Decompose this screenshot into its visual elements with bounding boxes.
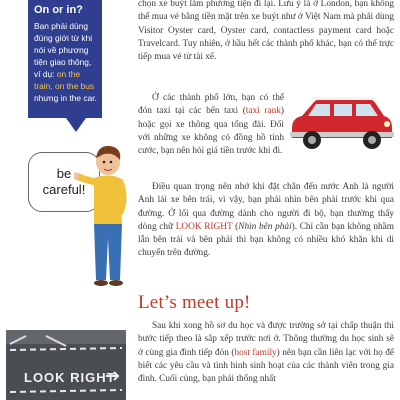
paragraph-3-text [138,181,394,261]
car-headlight [384,121,390,127]
bubble-line-1: be [56,166,72,181]
boy-shoe-right [109,280,123,286]
boy-arm-right [120,182,123,212]
car-hub-front [308,136,316,144]
sidebar-note [28,0,102,118]
paragraph-2 [138,92,284,158]
paragraph-2-text [138,92,284,158]
p3-italic: Nhìn bên phải [238,221,292,232]
note-text [34,20,97,104]
term-host-family: host family [234,347,277,358]
car-hub-back [368,136,376,144]
cartoon-boy-illustration [74,140,134,290]
red-mini-car-illustration [286,92,396,154]
paragraph-4-text [138,320,394,386]
p4-after: ) nên bạn cần liên lạc với họ để biết các yêu cầu và tình hình sinh hoạt của các thành viên trong gia đình. Cuối cùng, bạn phải thống nhất [138,347,394,385]
note-text-before: Bạn phải dùng đúng giới từ khi nói về phương tiện giao thông, ví dụ: [34,21,93,79]
p4-before: Sau khi xong hồ sơ du học và được trường sở tại chấp thuận thì bước tiếp theo là sắp xếp trước nơi ở. Thông thường du học sinh sẽ ở cùng gia đình tiếp đón ( [138,321,394,358]
term-look-right: LOOK RIGHT [175,221,233,232]
paragraph-1-text: chọn xe buýt làm phương tiện đi lại. Lưu ý là ở London, bạn không thể mua vé bằng tiền mặt trên xe buýt như ở Việt Nam mà phải dùng Visitor Oyster card, Oyster card, contactless payment card hoặc Travelcard. Tuy nhiên, ở hầu hết các thành phố khác, bạn có thể trực tiếp mua vé từ tài xế. [138,0,394,63]
road-photo [6,330,126,400]
paragraph-1 [138,0,394,64]
road-marking-text: LOOK RIGHT [24,370,116,385]
paragraph-3 [138,181,394,261]
p3-middle: ( [232,221,239,232]
boy-eye-right [110,161,113,164]
note-title: On or in? [34,4,83,16]
boy-shoe-left [94,280,108,286]
car-roof-stripe [312,97,374,100]
note-text-after: nhưng in the car. [34,93,97,103]
p2-after: ) hoặc gọi xe thông qua tổng đài. Đối với những xe không có đồng hồ tính cước, bạn nên hỏi giá tiền trước khi đi. [138,106,284,157]
term-taxi-rank: taxi rank [245,106,281,117]
p2-before: Ở các thành phố lớn, bạn có thể đón taxi tại các bến taxi ( [138,93,284,117]
section-heading: Let’s meet up! [138,292,251,313]
boy-eye-left [103,161,106,164]
road-photo-image [6,330,126,400]
p3-after: ). Chỉ cần bạn không nhầm lẫn bên trái và bên phải thì bạn không có nhiều khó khăn khi di chuyển trên đường. [138,221,395,259]
bubble-line-2: careful! [42,182,86,197]
boy-jeans [94,224,122,280]
p3-before: Điều quan trọng nên nhớ khi đặt chân đến nước Anh là người Anh lái xe bên trái, vì vậy, bạn phải nhìn bên phải trước khi qua đường. Ở lối qua đường dành cho người đi bộ, bạn thường thấy dòng chữ [138,182,394,232]
car-window-2 [334,104,352,116]
note-highlight: on the train, on the bus [34,69,95,91]
paragraph-4 [138,320,394,386]
